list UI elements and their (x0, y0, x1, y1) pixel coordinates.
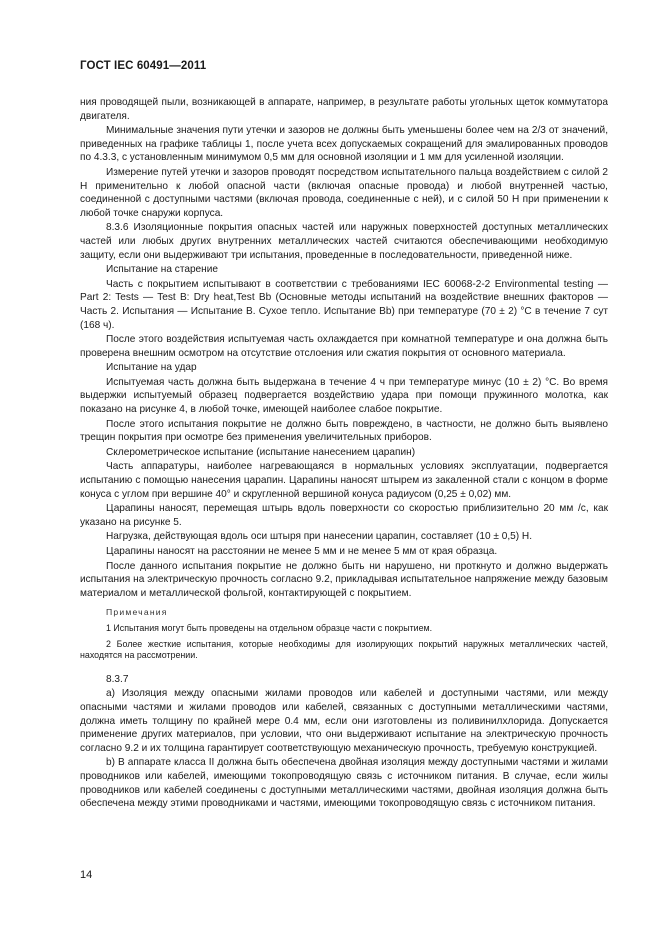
body-paragraph: После этого воздействия испытуемая часть охлаждается при комнатной температуре и она должна быть проверена внешним осмотром на отсутствие отслоения или сжатия покрытия от основного материала. (80, 334, 608, 359)
body-paragraph: Нагрузка, действующая вдоль оси штыря при нанесении царапин, составляет (10 ± 0,5) Н. (106, 531, 532, 543)
body-paragraph: Измерение путей утечки и зазоров проводят посредством испытательного пальца воздействием с силой 2 Н применительно к любой опасной части (включая опасные провода) и любой внутренней частью, соединенной с доступными частями (включая провода, соединенные с ней), и с силой 50 Н при применении к любой точке снаружи корпуса. (80, 166, 608, 219)
body-paragraph: Испытуемая часть должна быть выдержана в течение 4 ч при температуре минус (10 ± 2) °С. Во время выдержки испытуемый образец подвергается воздействию удара при помощи пружинного молотка, как показано на рисунке 4, в любой точке, имеющей наиболее слабое покрытие. (80, 376, 608, 416)
body-paragraph: Часть аппаратуры, наиболее нагревающаяся в нормальных условиях эксплуатации, подвергается испытанию с помощью нанесения царапин. Царапины наносят штырем из закаленной стали с концом в форме конуса с углом при вершине 40° и скругленной вершиной конуса радиусом (0,25 ± 0,02) мм. (80, 461, 608, 500)
spacer (80, 666, 608, 672)
notes-title: Примечания (106, 607, 168, 618)
clause-8-3-7-b: b) В аппарате класса II должна быть обеспечена двойная изоляция между доступными частями и жилами проводников или кабелей, имеющими токопроводящую связь с источником питания. В случае, если жилы проводников или кабелей соединены с доступными металлическими частями, двойная изоляция должна быть обеспечена между этими проводниками и частями, имеющими токопроводящую связь с источником питания. (80, 757, 608, 810)
body-paragraph: Минимальные значения пути утечки и зазоров не должны быть уменьшены более чем на 2/3 от значений, приведенных на графике таблицы 1, после учета всех допускаемых сокращений для эмалированных проводов по 4.3.3, с установленным минимумом 0,5 мм для основной изоляции и 1 мм для усиленной изоляции. (80, 125, 608, 164)
body-paragraph: Часть с покрытием испытывают в соответствии с требованиями IEC 60068-2-2 Environmental testing — Part 2: Tests — Test B: Dry heat,Test Bb (Основные методы испытаний на воздействие внешних факторов — Часть 2. Испытания — Испытание В. Сухое тепло. Испытание Bb) при температуре (70 ± 2) °С в течение 7 сут (168 ч). (80, 278, 608, 331)
test-heading-scratch: Склерометрическое испытание (испытание нанесением царапин) (106, 446, 416, 458)
body-paragraph: Царапины наносят, перемещая штырь вдоль поверхности со скоростью приблизительно 20 мм /с, как указано на рисунке 5. (80, 503, 608, 528)
note-item: 1 Испытания могут быть проведены на отдельном образце части с покрытием. (106, 622, 433, 633)
page-number: 14 (80, 869, 93, 881)
clause-8-3-6: 8.3.6 Изоляционные покрытия опасных частей или наружных поверхностей доступных металлических частей или любых других внутренних металлических частей считаются обеспечивающими необходимую защиту, если они выдерживают три испытания, проведенные в последовательности, приведенной ниже. (80, 222, 608, 261)
body-paragraph: После данного испытания покрытие не должно быть ни нарушено, ни проткнуто и должно выдержать испытания на электрическую прочность согласно 9.2, прикладывая испытательное напряжение между базовым материалом и металлической фольгой, контактирующей с покрытием. (80, 560, 608, 599)
document-body (80, 96, 608, 812)
test-heading-aging: Испытание на старение (106, 264, 218, 276)
body-paragraph: ния проводящей пыли, возникающей в аппарате, например, в результате работы угольных щеток коммутатора двигателя. (80, 97, 608, 122)
document-header: ГОСТ IEC 60491—2011 (80, 60, 207, 72)
clause-number-8-3-7: 8.3.7 (106, 673, 129, 685)
body-paragraph: После этого испытания покрытие не должно быть повреждено, в частности, не должно быть выявлено трещин покрытия при осмотре без применения увеличительных приборов. (80, 418, 608, 444)
test-heading-impact: Испытание на удар (106, 362, 197, 374)
note-item: 2 Более жесткие испытания, которые необходимы для изолирующих покрытий наружных металлических частей, находятся на рассмотрении. (80, 638, 608, 661)
body-paragraph: Царапины наносят на расстоянии не менее 5 мм и не менее 5 мм от края образца. (106, 546, 498, 557)
clause-8-3-7-a: a) Изоляция между опасными жилами проводов или кабелей и доступными частями, или между опасными частями и жилами проводов или кабелей, связанных с доступными металлическими частями, должна иметь толщину по крайней мере 0.4 мм, если они изготовлены из поливинилхлорида. Допускается применение других материалов, при условии, что они выдерживают испытание на электрическую прочность согласно 9.2 и их толщина гарантирует соответствующую механическую прочность, требуемую конструкцией. (80, 688, 608, 754)
